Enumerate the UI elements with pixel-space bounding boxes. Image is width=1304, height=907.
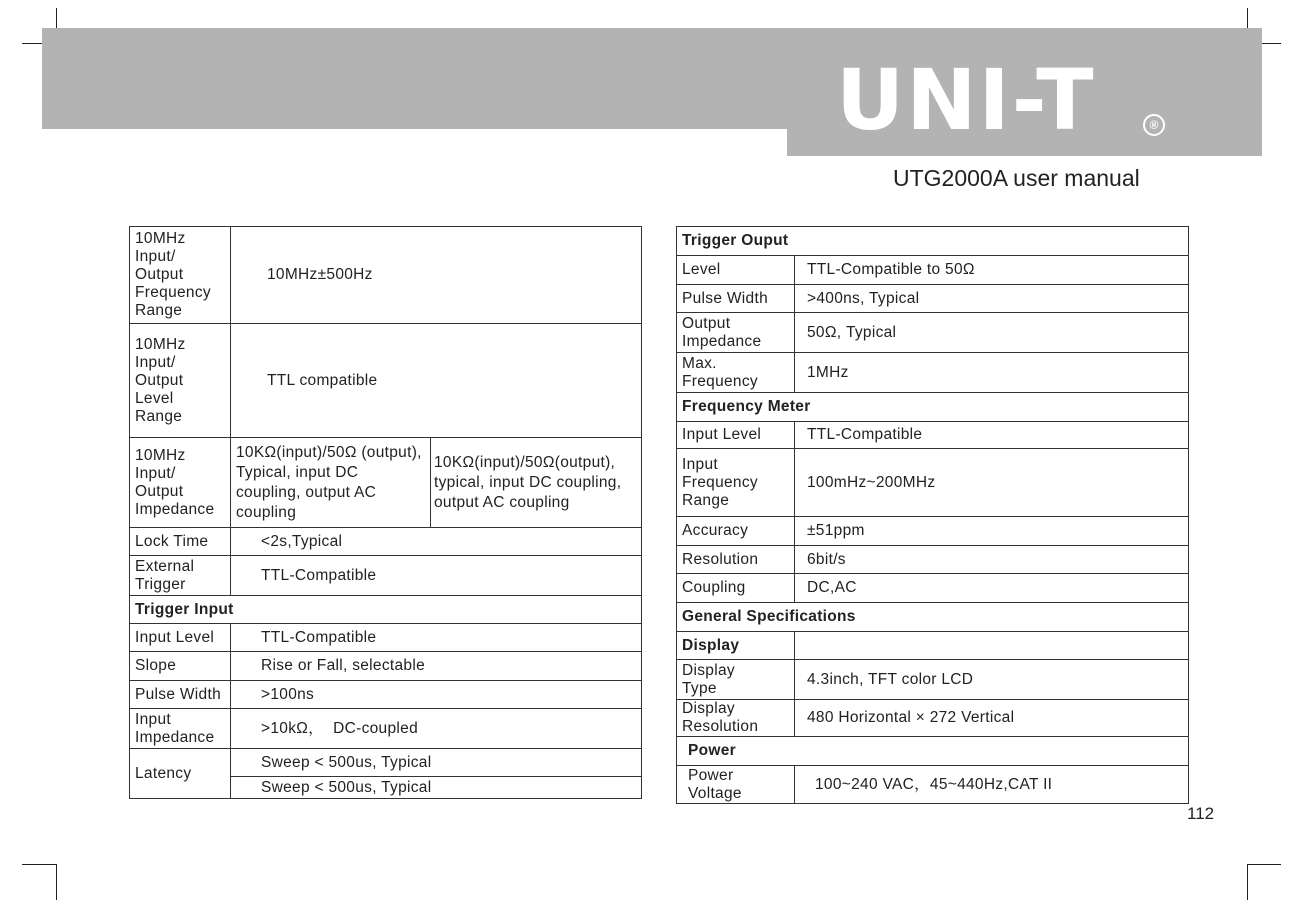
- table-row: [677, 574, 1189, 603]
- table-row: [677, 313, 1189, 353]
- spec-table-left: [129, 226, 642, 799]
- crop-mark: [1247, 864, 1248, 900]
- table-row: [677, 256, 1189, 285]
- row-label: Max. Frequency: [677, 353, 795, 393]
- row-label: 10MHz Input/ Output Frequency Range: [130, 227, 231, 324]
- row-value: TTL-Compatible: [231, 556, 642, 596]
- table-row: [677, 660, 1189, 700]
- row-label: Level: [677, 256, 795, 285]
- table-row: [130, 324, 642, 438]
- section-heading: Frequency Meter: [677, 393, 1189, 422]
- row-value: 10MHz±500Hz: [231, 227, 642, 324]
- table-row: [130, 681, 642, 709]
- table-row: [677, 766, 1189, 804]
- subsection-heading: Display: [677, 632, 795, 660]
- row-value: 100~240 VAC，45~440Hz,CAT II: [795, 766, 1189, 804]
- table-row: [677, 422, 1189, 449]
- table-row: [130, 528, 642, 556]
- row-label: Pulse Width: [130, 681, 231, 709]
- table-row: [677, 393, 1189, 422]
- crop-mark: [1247, 864, 1281, 865]
- brand-logo: UNI-T: [836, 51, 1096, 149]
- row-value: 1MHz: [795, 353, 1189, 393]
- table-row: [677, 603, 1189, 632]
- table-row: [130, 556, 642, 596]
- table-row: [677, 546, 1189, 574]
- row-value: 6bit/s: [795, 546, 1189, 574]
- row-label: External Trigger: [130, 556, 231, 596]
- row-value: Sweep < 500us, Typical: [231, 777, 642, 799]
- subsection-heading: Power: [677, 737, 1189, 766]
- row-label: Power Voltage: [677, 766, 795, 804]
- row-value: 10KΩ(input)/50Ω (output), Typical, input DC coupling, output AC coupling: [231, 438, 431, 528]
- row-value: TTL-Compatible: [795, 422, 1189, 449]
- table-row: [130, 438, 642, 528]
- table-row: [130, 709, 642, 749]
- row-label: Input Frequency Range: [677, 449, 795, 517]
- crop-mark: [56, 864, 57, 900]
- row-value: TTL compatible: [231, 324, 642, 438]
- row-label: Display Type: [677, 660, 795, 700]
- table-row: [130, 749, 642, 777]
- table-row: [130, 652, 642, 681]
- row-label: Slope: [130, 652, 231, 681]
- row-value: 50Ω, Typical: [795, 313, 1189, 353]
- table-row: [677, 227, 1189, 256]
- row-label: Input Level: [130, 624, 231, 652]
- row-value: DC,AC: [795, 574, 1189, 603]
- row-value: Rise or Fall, selectable: [231, 652, 642, 681]
- row-value: 480 Horizontal × 272 Vertical: [795, 700, 1189, 737]
- table-row: [677, 737, 1189, 766]
- row-label: 10MHz Input/ Output Level Range: [130, 324, 231, 438]
- crop-mark: [22, 864, 57, 865]
- row-label: 10MHz Input/ Output Impedance: [130, 438, 231, 528]
- table-row: [677, 700, 1189, 737]
- row-value: >400ns, Typical: [795, 285, 1189, 313]
- section-heading: Trigger Input: [130, 596, 642, 624]
- row-value: TTL-Compatible: [231, 624, 642, 652]
- table-row: [130, 624, 642, 652]
- row-label: Input Impedance: [130, 709, 231, 749]
- manual-title: UTG2000A user manual: [893, 165, 1140, 191]
- row-label: Lock Time: [130, 528, 231, 556]
- table-row: [677, 285, 1189, 313]
- spec-table-right: [676, 226, 1189, 804]
- section-heading: Trigger Ouput: [677, 227, 1189, 256]
- row-value: 4.3inch, TFT color LCD: [795, 660, 1189, 700]
- row-label: Resolution: [677, 546, 795, 574]
- page-number: 112: [1187, 804, 1215, 823]
- row-value: ±51ppm: [795, 517, 1189, 546]
- row-label: Latency: [130, 749, 231, 799]
- row-value: TTL-Compatible to 50Ω: [795, 256, 1189, 285]
- row-label: Output Impedance: [677, 313, 795, 353]
- table-row: [130, 596, 642, 624]
- row-label: Pulse Width: [677, 285, 795, 313]
- row-value: >10kΩ， DC-coupled: [231, 709, 642, 749]
- row-value: <2s,Typical: [231, 528, 642, 556]
- row-value: Sweep < 500us, Typical: [231, 749, 642, 777]
- row-label: Accuracy: [677, 517, 795, 546]
- table-row: [677, 517, 1189, 546]
- row-value: 100mHz~200MHz: [795, 449, 1189, 517]
- row-label: Input Level: [677, 422, 795, 449]
- row-label: Display Resolution: [677, 700, 795, 737]
- section-heading: General Specifications: [677, 603, 1189, 632]
- empty-cell: [795, 632, 1189, 660]
- table-row: [130, 227, 642, 324]
- table-row: [677, 632, 1189, 660]
- table-row: [677, 353, 1189, 393]
- row-label: Coupling: [677, 574, 795, 603]
- row-value: >100ns: [231, 681, 642, 709]
- row-value: 10KΩ(input)/50Ω(output), typical, input DC coupling, output AC coupling: [431, 438, 642, 528]
- table-row: [677, 449, 1189, 517]
- registered-mark: ®: [1143, 114, 1165, 136]
